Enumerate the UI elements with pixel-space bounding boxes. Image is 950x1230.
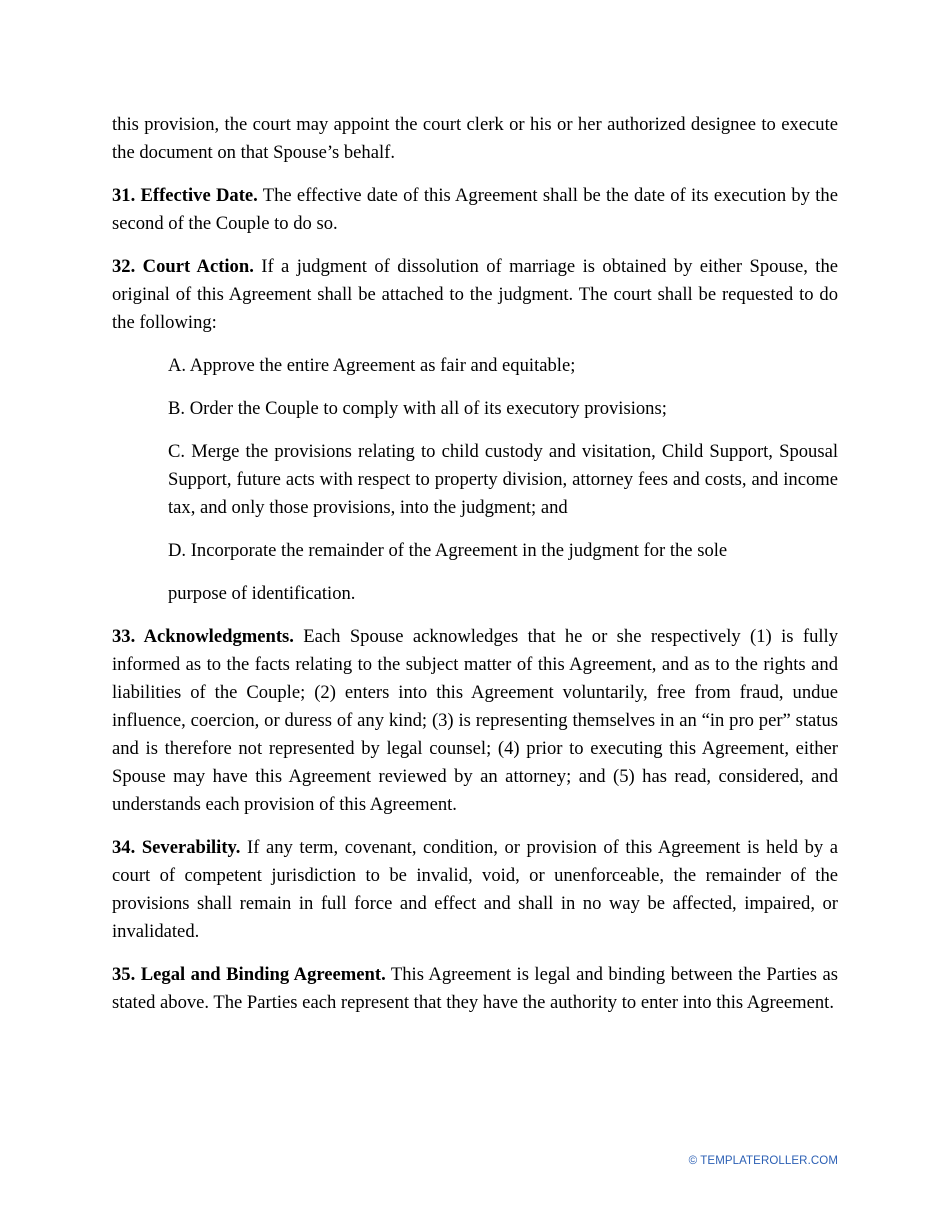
section-34 <box>112 834 838 946</box>
section-32-heading: 32. Court Action. <box>112 256 254 277</box>
section-32-item-c: C. Merge the provisions relating to child custody and visitation, Child Support, Spousal Support, future acts with respect to property division, attorney fees and costs, and income tax, and only those provisions, into the judgment; and <box>168 441 838 518</box>
section-31-text: The effective date of this Agreement shall be the date of its execution by the second of the Couple to do so. <box>112 185 838 234</box>
section-32-item-a: A. Approve the entire Agreement as fair and equitable; <box>168 355 576 376</box>
section-34-text: If any term, covenant, condition, or provision of this Agreement is held by a court of competent jurisdiction to be invalid, void, or unenforceable, the remainder of the provisions shall remain in full force and effect and shall in no way be affected, impaired, or invalidated. <box>112 837 838 942</box>
section-35-heading: 35. Legal and Binding Agreement. <box>112 964 386 985</box>
section-32-item-b: B. Order the Couple to comply with all of its executory provisions; <box>168 398 667 419</box>
section-35-text: This Agreement is legal and binding between the Parties as stated above. The Parties each represent that they have the authority to enter into this Agreement. <box>112 964 838 1013</box>
footer-copyright-link[interactable]: © TEMPLATEROLLER.COM <box>688 1155 838 1167</box>
section-31-heading: 31. Effective Date. <box>112 185 258 206</box>
section-32-item-d-continuation: purpose of identification. <box>168 583 356 604</box>
document-page <box>112 111 838 1032</box>
section-32 <box>112 253 838 337</box>
section-33-text: Each Spouse acknowledges that he or she respectively (1) is fully informed as to the facts relating to the subject matter of this Agreement, and as to the rights and liabilities of the Couple; (2) enters into this Agreement voluntarily, free from fraud, undue influence, coercion, or duress of any kind; (3) is representing themselves in an “in pro per” status and is therefore not represented by legal counsel; (4) prior to executing this Agreement, either Spouse may have this Agreement reviewed by an attorney; and (5) has read, considered, and understands each provision of this Agreement. <box>112 626 838 815</box>
section-32-item-d: D. Incorporate the remainder of the Agreement in the judgment for the sole <box>168 540 728 561</box>
intro-continuation: this provision, the court may appoint the court clerk or his or her authorized designee to execute the document on that Spouse’s behalf. <box>112 114 838 163</box>
section-33-heading: 33. Acknowledgments. <box>112 626 294 647</box>
section-31 <box>112 182 838 238</box>
section-35 <box>112 961 838 1017</box>
section-34-heading: 34. Severability. <box>112 837 241 858</box>
section-32-text: If a judgment of dissolution of marriage is obtained by either Spouse, the original of this Agreement shall be attached to the judgment. The court shall be requested to do the following: <box>112 256 838 333</box>
section-33 <box>112 623 838 819</box>
